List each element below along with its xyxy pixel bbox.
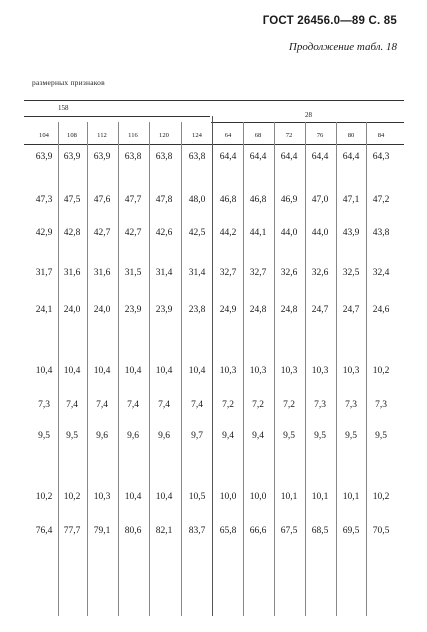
table-continuation-title: Продолжение табл. 18 <box>288 41 397 53</box>
table-cell: 9,5 <box>283 431 295 441</box>
table-cell: 10,1 <box>342 492 360 502</box>
table-cell: 7,2 <box>252 400 264 410</box>
table-cell: 63,9 <box>63 152 81 162</box>
table-cell: 63,8 <box>155 152 173 162</box>
table-cell: 32,7 <box>249 268 267 278</box>
table-cell: 9,6 <box>96 431 108 441</box>
table-cell: 64,3 <box>372 152 390 162</box>
table-cell: 44,0 <box>311 228 329 238</box>
table-cell: 48,0 <box>188 195 206 205</box>
table-cell: 82,1 <box>155 526 173 536</box>
table-cell: 46,8 <box>249 195 267 205</box>
table-cell: 10,5 <box>188 492 206 502</box>
table-cell: 47,3 <box>35 195 53 205</box>
column-header: 104 <box>39 132 49 139</box>
table-cell: 68,5 <box>311 526 329 536</box>
table-cell: 47,6 <box>93 195 111 205</box>
table-top-rule <box>24 100 404 101</box>
column-header: 84 <box>377 132 385 139</box>
table-cell: 63,9 <box>35 152 53 162</box>
table-cell: 9,5 <box>66 431 78 441</box>
table-row <box>0 366 427 380</box>
table-cell: 10,4 <box>93 366 111 376</box>
table-cell: 65,8 <box>219 526 237 536</box>
table-cell: 10,3 <box>280 366 298 376</box>
table-cell: 24,9 <box>219 305 237 315</box>
table-cell: 7,3 <box>345 400 357 410</box>
table-cell: 7,4 <box>191 400 203 410</box>
table-cell: 44,0 <box>280 228 298 238</box>
table-cell: 67,5 <box>280 526 298 536</box>
table-cell: 32,5 <box>342 268 360 278</box>
table-cell: 63,8 <box>124 152 142 162</box>
table-cell: 32,6 <box>311 268 329 278</box>
table-cell: 31,6 <box>63 268 81 278</box>
table-cell: 64,4 <box>342 152 360 162</box>
table-cell: 79,1 <box>93 526 111 536</box>
table-cell: 69,5 <box>342 526 360 536</box>
table-cell: 7,4 <box>96 400 108 410</box>
table-row <box>0 400 427 414</box>
table-row <box>0 492 427 506</box>
table-cell: 10,4 <box>188 366 206 376</box>
table-cell: 7,3 <box>38 400 50 410</box>
table-cell: 31,6 <box>93 268 111 278</box>
table-cell: 42,7 <box>93 228 111 238</box>
table-cell: 47,0 <box>311 195 329 205</box>
table-cell: 42,9 <box>35 228 53 238</box>
table-cell: 42,7 <box>124 228 142 238</box>
column-header: 124 <box>192 132 202 139</box>
table-cell: 47,1 <box>342 195 360 205</box>
table-cell: 10,4 <box>155 492 173 502</box>
table-cell: 64,4 <box>219 152 237 162</box>
table-cell: 10,3 <box>219 366 237 376</box>
table-cell: 47,2 <box>372 195 390 205</box>
table-cell: 43,8 <box>372 228 390 238</box>
column-header: 68 <box>254 132 262 139</box>
table-cell: 44,2 <box>219 228 237 238</box>
table-cell: 9,5 <box>314 431 326 441</box>
table-cell: 10,2 <box>372 366 390 376</box>
table-cell: 64,4 <box>280 152 298 162</box>
column-header: 80 <box>347 132 355 139</box>
group-rule-left <box>24 116 210 117</box>
table-cell: 24,8 <box>280 305 298 315</box>
table-cell: 24,7 <box>342 305 360 315</box>
column-header: 64 <box>224 132 232 139</box>
table-cell: 42,6 <box>155 228 173 238</box>
table-cell: 47,5 <box>63 195 81 205</box>
table-cell: 10,4 <box>155 366 173 376</box>
table-row <box>0 228 427 242</box>
table-cell: 9,5 <box>375 431 387 441</box>
table-row <box>0 195 427 209</box>
table-cell: 23,9 <box>124 305 142 315</box>
table-cell: 9,5 <box>345 431 357 441</box>
table-cell: 24,6 <box>372 305 390 315</box>
table-cell: 10,0 <box>249 492 267 502</box>
table-cell: 10,4 <box>63 366 81 376</box>
table-cell: 10,3 <box>311 366 329 376</box>
table-row <box>0 152 427 166</box>
table-cell: 31,5 <box>124 268 142 278</box>
column-header: 108 <box>67 132 77 139</box>
table-cell: 44,1 <box>249 228 267 238</box>
table-cell: 42,8 <box>63 228 81 238</box>
table-cell: 10,3 <box>342 366 360 376</box>
column-header: 116 <box>128 132 138 139</box>
table-cell: 46,8 <box>219 195 237 205</box>
table-cell: 31,7 <box>35 268 53 278</box>
table-cell: 7,4 <box>127 400 139 410</box>
table-cell: 63,9 <box>93 152 111 162</box>
column-header: 120 <box>159 132 169 139</box>
table-cell: 24,1 <box>35 305 53 315</box>
table-cell: 83,7 <box>188 526 206 536</box>
table-cell: 23,9 <box>155 305 173 315</box>
table-cell: 32,7 <box>219 268 237 278</box>
table-row <box>0 526 427 540</box>
table-cell: 7,3 <box>375 400 387 410</box>
column-header: 72 <box>285 132 293 139</box>
column-header: 76 <box>316 132 324 139</box>
table-row <box>0 305 427 319</box>
table-cell: 7,3 <box>314 400 326 410</box>
table-cell: 23,8 <box>188 305 206 315</box>
table-cell: 10,2 <box>372 492 390 502</box>
table-cell: 80,6 <box>124 526 142 536</box>
table-cell: 63,8 <box>188 152 206 162</box>
table-cell: 77,7 <box>63 526 81 536</box>
table-cell: 47,8 <box>155 195 173 205</box>
table-cell: 7,4 <box>158 400 170 410</box>
table-cell: 7,4 <box>66 400 78 410</box>
table-cell: 76,4 <box>35 526 53 536</box>
group-header-height: 158 <box>58 104 69 112</box>
table-cell: 70,5 <box>372 526 390 536</box>
table-cell: 24,0 <box>93 305 111 315</box>
table-cell: 10,0 <box>219 492 237 502</box>
table-cell: 7,2 <box>222 400 234 410</box>
table-cell: 10,4 <box>124 366 142 376</box>
table-cell: 10,1 <box>311 492 329 502</box>
table-cell: 10,2 <box>35 492 53 502</box>
table-cell: 64,4 <box>249 152 267 162</box>
group-rule-right <box>211 122 404 123</box>
table-cell: 24,0 <box>63 305 81 315</box>
table-cell: 10,1 <box>280 492 298 502</box>
table-cell: 64,4 <box>311 152 329 162</box>
table-cell: 9,6 <box>158 431 170 441</box>
table-cell: 10,4 <box>35 366 53 376</box>
table-cell: 10,3 <box>93 492 111 502</box>
table-cell: 10,2 <box>63 492 81 502</box>
table-cell: 31,4 <box>188 268 206 278</box>
table-row <box>0 431 427 445</box>
table-cell: 32,6 <box>280 268 298 278</box>
table-row <box>0 268 427 282</box>
table-cell: 10,4 <box>124 492 142 502</box>
table-cell: 32,4 <box>372 268 390 278</box>
table-cell: 9,4 <box>252 431 264 441</box>
table-cell: 31,4 <box>155 268 173 278</box>
table-cell: 9,5 <box>38 431 50 441</box>
table-cell: 24,8 <box>249 305 267 315</box>
document-header: ГОСТ 26456.0—89 С. 85 <box>262 15 397 27</box>
section-label: размерных признаков <box>32 78 105 87</box>
table-cell: 9,4 <box>222 431 234 441</box>
table-cell: 42,5 <box>188 228 206 238</box>
column-header: 112 <box>97 132 107 139</box>
column-header-bottom-rule <box>24 144 404 145</box>
table-cell: 46,9 <box>280 195 298 205</box>
table-cell: 66,6 <box>249 526 267 536</box>
table-cell: 10,3 <box>249 366 267 376</box>
table-cell: 9,6 <box>127 431 139 441</box>
group-header-size: 28 <box>305 111 312 119</box>
table-cell: 43,9 <box>342 228 360 238</box>
table-cell: 9,7 <box>191 431 203 441</box>
table-cell: 24,7 <box>311 305 329 315</box>
table-cell: 7,2 <box>283 400 295 410</box>
table-cell: 47,7 <box>124 195 142 205</box>
